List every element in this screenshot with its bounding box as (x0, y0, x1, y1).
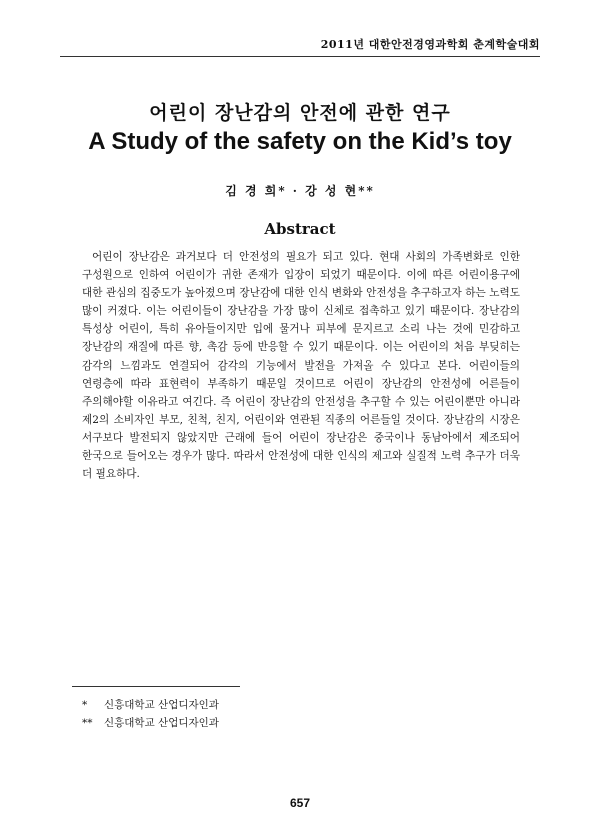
footnote-mark: * (82, 699, 88, 711)
running-header: 2011년 대한안전경영과학회 춘계학술대회 (320, 38, 540, 51)
footnote-mark: ** (82, 717, 93, 729)
page-number: 657 (289, 796, 311, 810)
author-line: 김 경 희* · 강 성 현** (225, 184, 375, 198)
footnote-divider (72, 686, 240, 687)
header-divider (60, 56, 540, 57)
abstract-body: 어린이 장난감은 과거보다 더 안전성의 필요가 되고 있다. 현대 사회의 가족변화로 인한 구성원으로 인하여 어린이가 귀한 존재가 입장이 되었기 때문이다. 이에 따른 어린이용구에 대한 관심의 집중도가 높아졌으며 장난감에 대한 인식 변화와 안전성을 추구하고자 하는 노력도 많이 커졌다. 이는 어린이들이 장난감을 가장 많이 신체로 접촉하고 있기 때문이다. 장난감의 특성상 어린이, 특히 유아들이지만 입에 물거나 피부에 문지르고 소리 나는 것에 민감하고 장난감의 재질에 따른 향, 촉감 등에 반응할 수 있기 때문이다. 이는 어린이의 처음 부딪히는 감각의 느낌과도 연결되어 감각의 기능에서 발전을 가져올 수 있다고 본다. 어린이들의 연령층에 따라 표현력이 부족하기 때문일 것이므로 어린이 장난감의 안전성에 어른들이 주의해야할 이유라고 여긴다. 즉 어린이 장난감의 안전성을 추구할 수 있는 어린이뿐만 아니라 제2의 소비자인 부모, 친척, 친지, 어린이와 연관된 직종의 어른들일 것이다. 장난감의 시장은 서구보다 발전되지 않았지만 근래에 들어 어린이 장난감은 중국이나 동남아에서 제조되어 한국으로 들어오는 경우가 많다. 따라서 안전성에 대한 인식의 제고와 실질적 노력 추구가 더욱 더 필요하다. (82, 251, 520, 481)
title-english: A Study of the safety on the Kid’s toy (88, 128, 512, 155)
footnote-item (82, 714, 219, 732)
footnote-text: 신흥대학교 산업디자인과 (104, 717, 219, 729)
footnote-text: 신흥대학교 산업디자인과 (104, 699, 219, 711)
footnotes (82, 696, 219, 732)
abstract-heading: Abstract (264, 220, 336, 238)
title-korean: 어린이 장난감의 안전에 관한 연구 (149, 102, 451, 124)
footnote-item (82, 696, 219, 714)
